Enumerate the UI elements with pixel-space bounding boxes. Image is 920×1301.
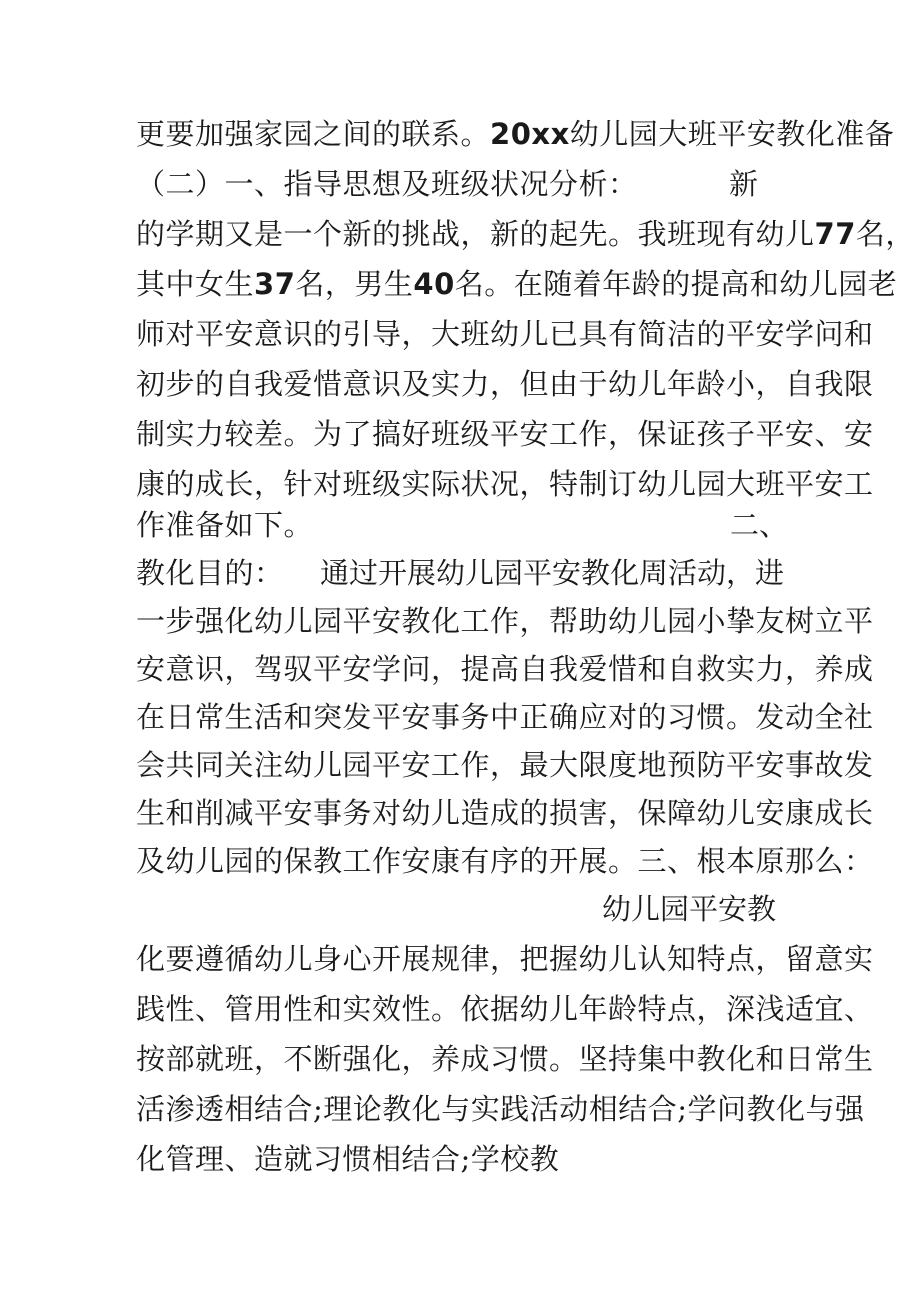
text-segment: 名， [855,217,915,251]
text-line: 活渗透相结合;理论教化与实践活动相结合;学问教化与强 [136,1092,865,1126]
text-line: 初步的自我爱惜意识及实力，但由于幼儿年龄小，自我限 [136,367,874,401]
number-segment: 77 [814,217,856,251]
text-line [136,164,638,204]
text-segment: （二）一、指导思想及班级状况分析： [136,167,638,201]
text-line: 践性、管用性和实效性。依据幼儿年龄特点，深浅适宜、 [136,992,874,1026]
text-segment: 幼儿园大班平安教化准备 [569,117,895,151]
number-segment: 40 [413,267,455,301]
text-segment: 的学期又是一个新的挑战，新的起先。我班现有幼儿 [136,217,815,251]
text-line: 教化目的： [136,556,284,590]
text-line: 作准备如下。 [136,508,314,542]
text-line: 师对平安意识的引导，大班幼儿已具有简洁的平安学问和 [136,317,874,351]
text-line: 按部就班，不断强化，养成习惯。坚持集中教化和日常生 [136,1042,874,1076]
text-line: 康的成长，针对班级实际状况，特制订幼儿园大班平安工 [136,467,874,501]
text-line: 化要遵循幼儿身心开展规律，把握幼儿认知特点，留意实 [136,942,874,976]
text-line [136,214,915,254]
text-line: 安意识，驾驭平安学问，提高自我爱惜和自救实力，养成 [136,652,874,686]
text-line [136,114,894,154]
text-line: 生和削减平安事务对幼儿造成的损害，保障幼儿安康成长 [136,796,874,830]
text-line: 一步强化幼儿园平安教化工作，帮助幼儿园小挚友树立平 [136,604,874,638]
text-line-right: 新 [729,167,759,201]
text-segment: 名，男生 [295,267,414,301]
text-line: 在日常生活和突发平安事务中正确应对的习惯。发动全社 [136,700,874,734]
text-line: 制实力较差。为了搞好班级平安工作，保证孩子平安、安 [136,417,874,451]
text-line: 及幼儿园的保教工作安康有序的开展。三、根本原那么： [136,844,874,878]
text-line: 化管理、造就习惯相结合;学校教 [136,1142,560,1176]
text-segment: 其中女生 [136,267,255,301]
text-line: 会共同关注幼儿园平安工作，最大限度地预防平安事故发 [136,748,874,782]
number-segment: 20xx [490,117,570,151]
text-segment: 更要加强家园之间的联系。 [136,117,491,151]
text-line-mid: 通过开展幼儿园平安教化周活动，进 [320,556,785,590]
text-line-right: 二、 [730,508,789,542]
number-segment: 37 [254,267,296,301]
text-line-right: 幼儿园平安教 [602,892,777,926]
text-segment: 名。在随着年龄的提高和幼儿园老 [454,267,898,301]
text-line [136,264,897,304]
